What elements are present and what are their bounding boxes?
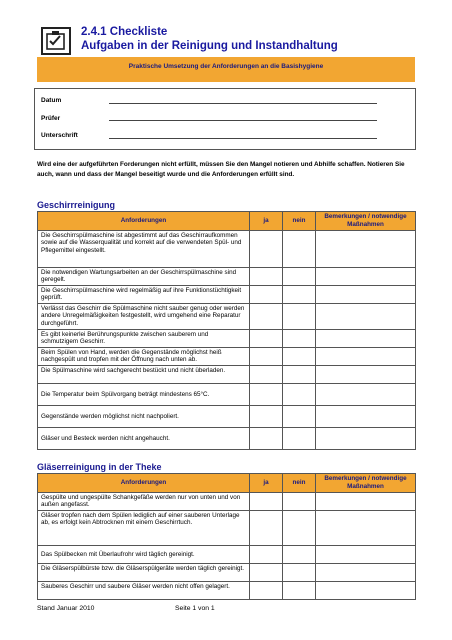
requirement-text: Die Gläserspülbürste bzw. die Gläserspülgeräte werden täglich gereinigt.	[38, 563, 250, 581]
remarks-cell[interactable]	[316, 347, 416, 365]
no-checkbox[interactable]	[283, 230, 316, 267]
remarks-cell[interactable]	[316, 303, 416, 329]
table-row	[38, 365, 416, 383]
no-checkbox[interactable]	[283, 581, 316, 599]
column-header-remarks: Bemerkungen / notwendige Maßnahmen	[316, 474, 416, 493]
document-subtitle: Praktische Umsetzung der Anforderungen an die Basishygiene	[128, 63, 324, 70]
no-checkbox[interactable]	[283, 427, 316, 449]
requirement-text: Gläser und Besteck werden nicht angehaucht.	[38, 427, 250, 449]
inspector-field[interactable]	[109, 120, 377, 121]
document-title-line1: 2.4.1 Checkliste	[81, 26, 168, 38]
document-title-line2: Aufgaben in der Reinigung und Instandhaltung	[81, 40, 338, 52]
table-row	[38, 329, 416, 347]
intro-text: Wird eine der aufgeführten Forderungen nicht erfüllt, müssen Sie den Mangel notieren und Abhilfe schaffen. Notieren Sie auch, wann und dass der Mangel beseitigt wurde und die Anforderungen erfüllt sind.	[37, 161, 405, 178]
no-checkbox[interactable]	[283, 492, 316, 510]
yes-checkbox[interactable]	[250, 563, 283, 581]
requirement-text: Das Spülbecken mit Überlaufrohr wird täglich gereinigt.	[38, 545, 250, 563]
requirement-text: Die notwendigen Wartungsarbeiten an der Geschirrspülmaschine sind geregelt.	[38, 267, 250, 285]
remarks-cell[interactable]	[316, 427, 416, 449]
table-row	[38, 405, 416, 427]
section-title-dishwashing: Geschirrreinigung	[37, 200, 116, 210]
remarks-cell[interactable]	[316, 383, 416, 405]
column-header-requirements: Anforderungen	[38, 474, 250, 493]
no-checkbox[interactable]	[283, 329, 316, 347]
checklist-table-glass-cleaning	[37, 473, 416, 600]
remarks-cell[interactable]	[316, 510, 416, 545]
requirement-text: Gegenstände werden möglichst nicht nachpoliert.	[38, 405, 250, 427]
checklist-logo-icon	[41, 27, 71, 55]
remarks-cell[interactable]	[316, 285, 416, 303]
remarks-cell[interactable]	[316, 329, 416, 347]
date-label: Datum	[41, 97, 62, 104]
inspection-form	[34, 88, 416, 150]
requirement-text: Gespülte und ungespülte Schankgefäße werden nur von unten und von außen angefasst.	[38, 492, 250, 510]
table-row	[38, 285, 416, 303]
table-row	[38, 510, 416, 545]
column-header-requirements: Anforderungen	[38, 212, 250, 231]
yes-checkbox[interactable]	[250, 347, 283, 365]
yes-checkbox[interactable]	[250, 329, 283, 347]
remarks-cell[interactable]	[316, 230, 416, 267]
requirement-text: Sauberes Geschirr und saubere Gläser werden nicht offen gelagert.	[38, 581, 250, 599]
table-row	[38, 492, 416, 510]
requirement-text: Die Geschirrspülmaschine ist abgestimmt auf das Geschirraufkommen sowie auf die Wasserqualität und korrekt auf die verwendeten Spül- und Pflegemittel eingestellt.	[38, 230, 250, 267]
column-header-no: nein	[283, 212, 316, 231]
signature-field[interactable]	[109, 138, 377, 139]
remarks-cell[interactable]	[316, 492, 416, 510]
requirement-text: Die Geschirrspülmaschine wird regelmäßig auf ihre Funktionstüchtigkeit geprüft.	[38, 285, 250, 303]
no-checkbox[interactable]	[283, 563, 316, 581]
table-row	[38, 383, 416, 405]
yes-checkbox[interactable]	[250, 285, 283, 303]
yes-checkbox[interactable]	[250, 492, 283, 510]
requirement-text: Die Spülmaschine wird sachgerecht bestückt und nicht überladen.	[38, 365, 250, 383]
yes-checkbox[interactable]	[250, 510, 283, 545]
remarks-cell[interactable]	[316, 563, 416, 581]
column-header-yes: ja	[250, 474, 283, 493]
table-row	[38, 230, 416, 267]
section-title-glass-cleaning: Gläserreinigung in der Theke	[37, 462, 162, 472]
no-checkbox[interactable]	[283, 303, 316, 329]
yes-checkbox[interactable]	[250, 230, 283, 267]
inspector-label: Prüfer	[41, 115, 61, 122]
yes-checkbox[interactable]	[250, 405, 283, 427]
no-checkbox[interactable]	[283, 383, 316, 405]
table-row	[38, 427, 416, 449]
requirement-text: Die Temperatur beim Spülvorgang beträgt mindestens 65°C.	[38, 383, 250, 405]
no-checkbox[interactable]	[283, 365, 316, 383]
column-header-yes: ja	[250, 212, 283, 231]
footer-page-number: Seite 1 von 1	[175, 605, 215, 612]
requirement-text: Es gibt keinerlei Berührungspunkte zwischen sauberem und schmutzigem Geschirr.	[38, 329, 250, 347]
yes-checkbox[interactable]	[250, 581, 283, 599]
remarks-cell[interactable]	[316, 267, 416, 285]
no-checkbox[interactable]	[283, 545, 316, 563]
yes-checkbox[interactable]	[250, 267, 283, 285]
table-row	[38, 347, 416, 365]
yes-checkbox[interactable]	[250, 427, 283, 449]
signature-label: Unterschrift	[41, 132, 78, 139]
yes-checkbox[interactable]	[250, 303, 283, 329]
yes-checkbox[interactable]	[250, 383, 283, 405]
remarks-cell[interactable]	[316, 545, 416, 563]
table-row	[38, 581, 416, 599]
yes-checkbox[interactable]	[250, 365, 283, 383]
footer-revision: Stand Januar 2010	[37, 605, 95, 612]
no-checkbox[interactable]	[283, 347, 316, 365]
requirement-text: Verlässt das Geschirr die Spülmaschine nicht sauber genug oder werden andere Unregelmäßigkeiten festgestellt, wird umgehend eine Reparatur durchgeführt.	[38, 303, 250, 329]
table-row	[38, 267, 416, 285]
column-header-no: nein	[283, 474, 316, 493]
document-header	[37, 23, 415, 58]
no-checkbox[interactable]	[283, 405, 316, 427]
no-checkbox[interactable]	[283, 285, 316, 303]
checklist-table-dishwashing	[37, 211, 416, 450]
table-row	[38, 545, 416, 563]
yes-checkbox[interactable]	[250, 545, 283, 563]
no-checkbox[interactable]	[283, 510, 316, 545]
table-row	[38, 303, 416, 329]
table-row	[38, 563, 416, 581]
column-header-remarks: Bemerkungen / notwendige Maßnahmen	[316, 212, 416, 231]
remarks-cell[interactable]	[316, 365, 416, 383]
remarks-cell[interactable]	[316, 581, 416, 599]
date-field[interactable]	[109, 103, 377, 104]
requirement-text: Beim Spülen von Hand, werden die Gegenstände möglichst heiß nachgespült und tropfen mit der Öffnung nach unten ab.	[38, 347, 250, 365]
requirement-text: Gläser tropfen nach dem Spülen lediglich auf einer sauberen Unterlage ab, es erfolgt kein Abtrocknen mit einem Geschirrtuch.	[38, 510, 250, 545]
remarks-cell[interactable]	[316, 405, 416, 427]
no-checkbox[interactable]	[283, 267, 316, 285]
